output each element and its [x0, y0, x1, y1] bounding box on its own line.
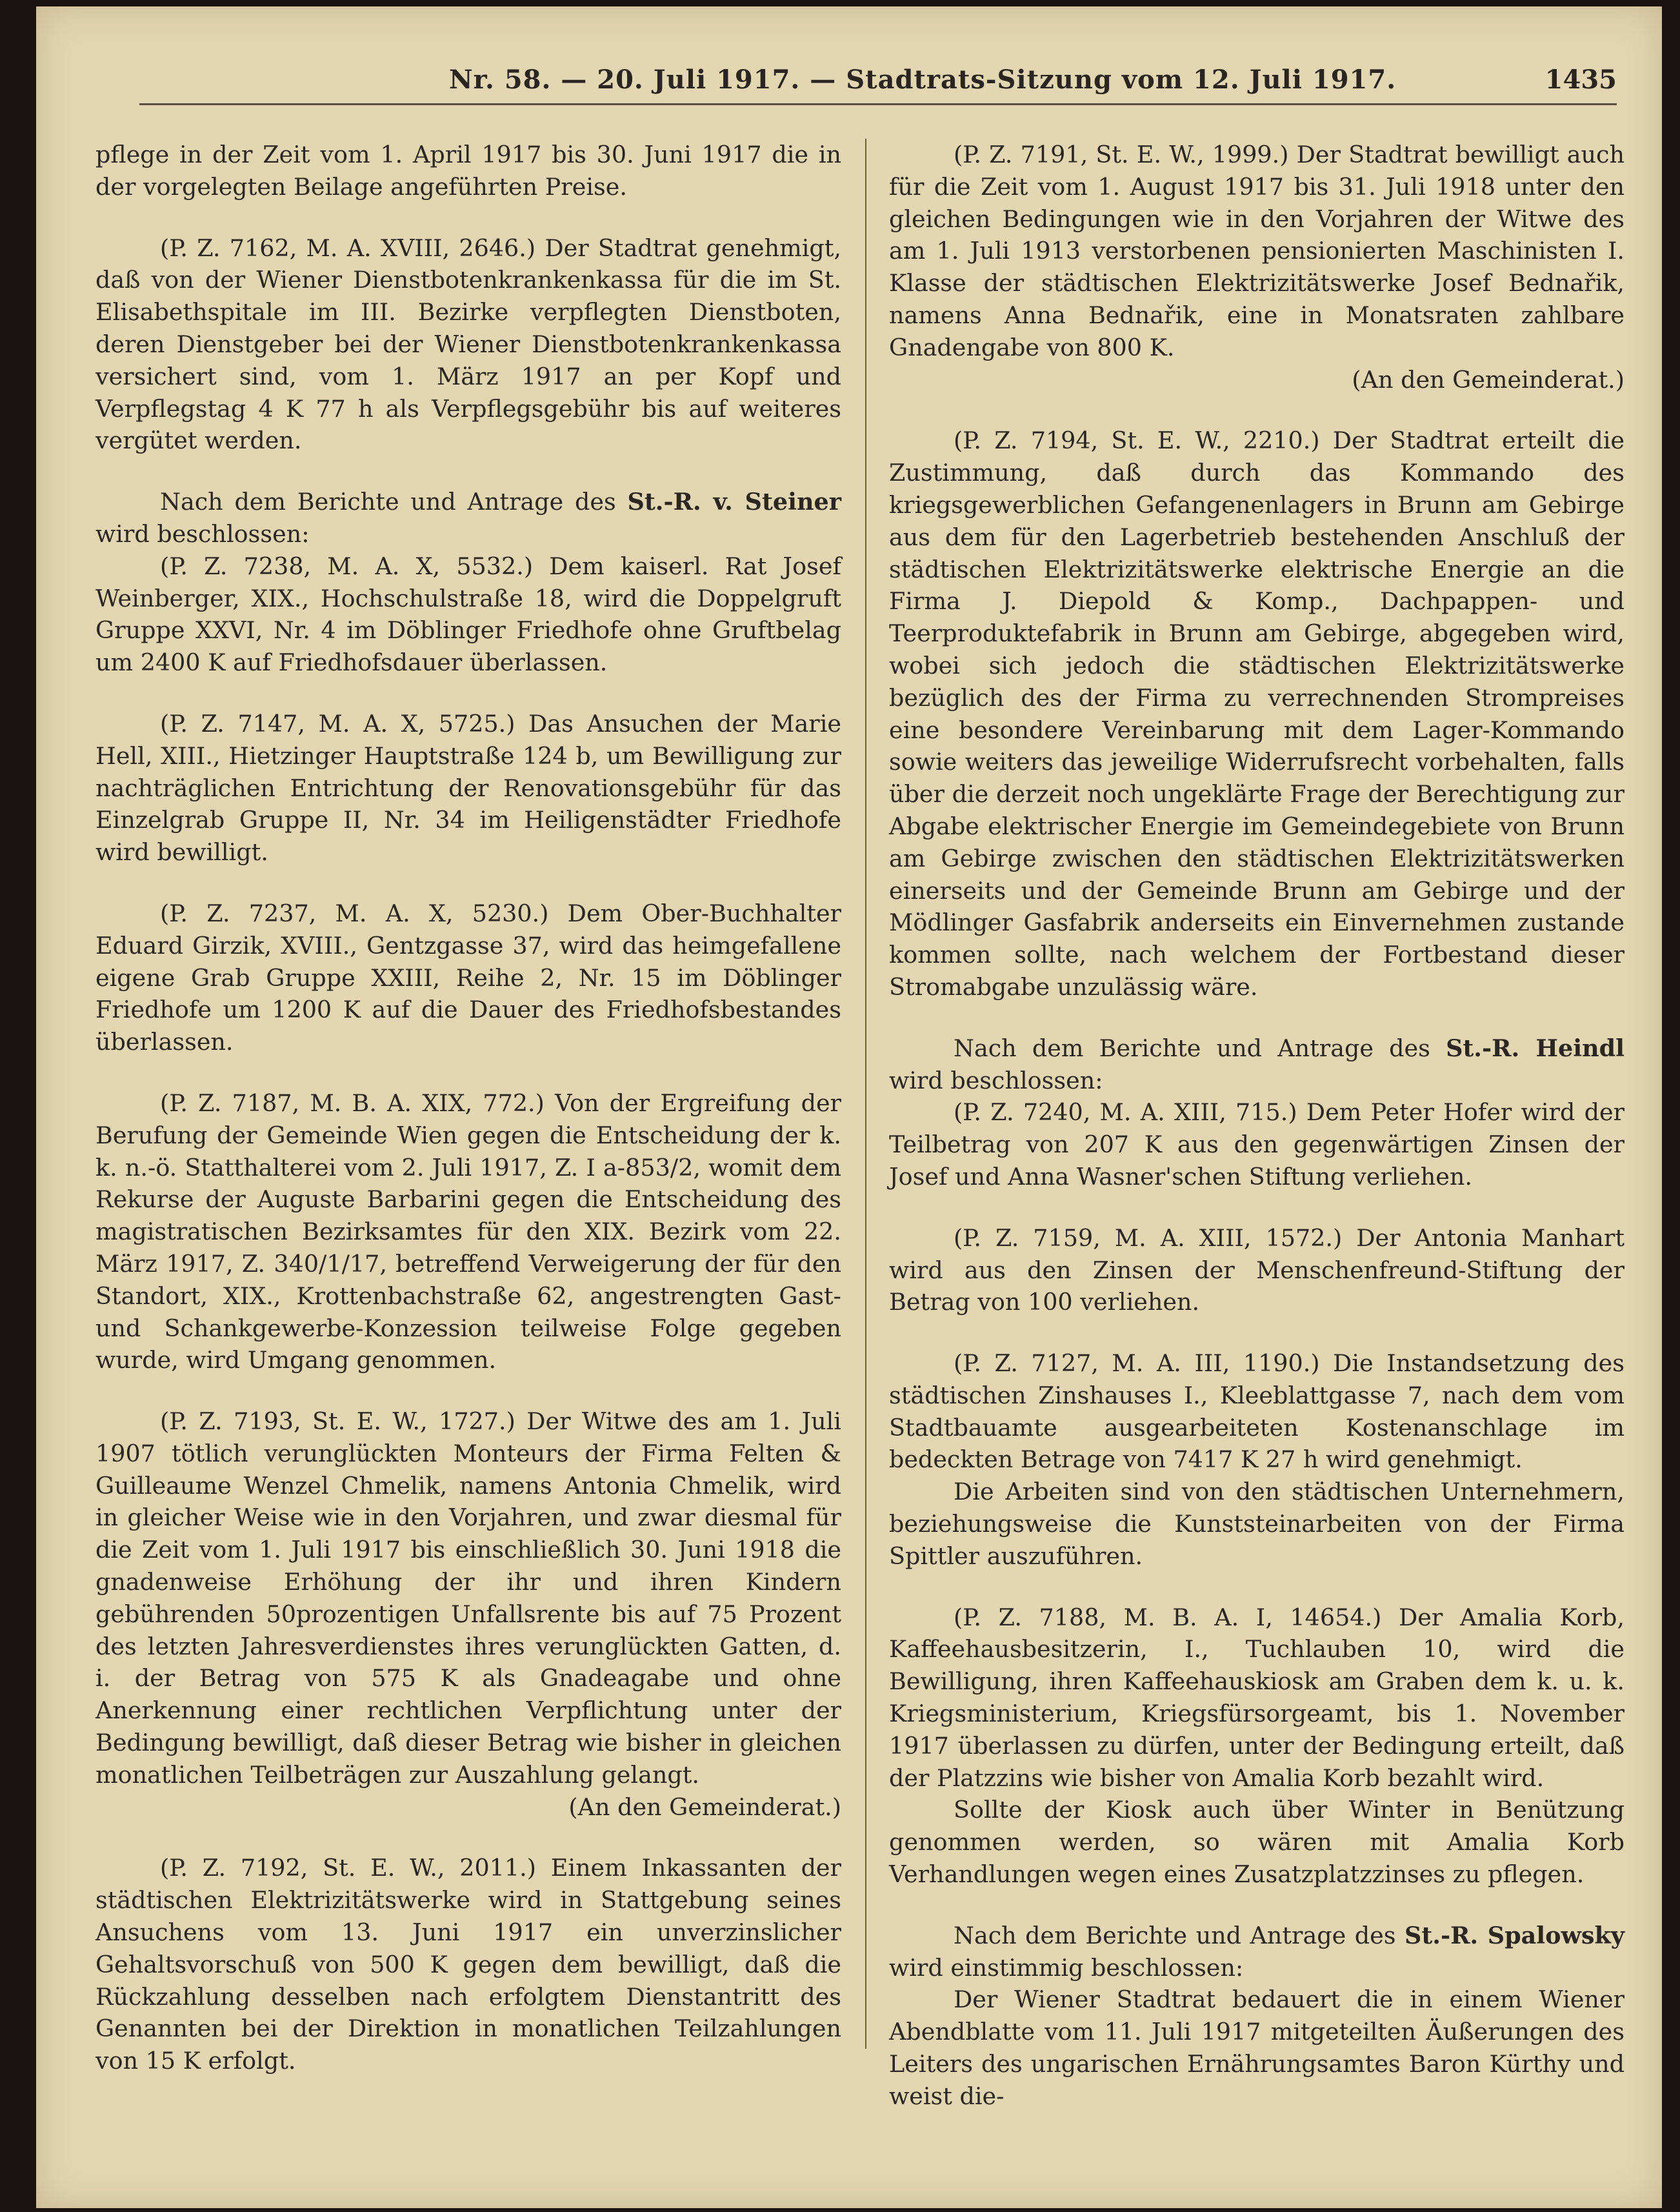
paragraph: (P. Z. 7193, St. E. W., 1727.) Der Witwe des am 1. Juli 1907 tötlich verunglückten Monteurs der Firma Felten & Guilleaume Wenzel Chmelik, namens Antonia Chmelik, wird in gleicher Weise wie in den Vorjahren, und zwar diesmal für die Zeit vom 1. Juli 1917 bis einschließlich 30. Juni 1918 die gnadenweise Erhöhung der ihr und ihren Kindern gebührenden 50prozentigen Unfallsrente bis auf 75 Prozent des letzten Jahresverdienstes ihres verunglückten Gatten, d. i. der Betrag von 575 K als Gnadeagabe und ohne Anerkennung einer rechtlichen Verpflichtung unter der Bedingung bewilligt, daß dieser Betrag wie bisher in gleichen monatlichen Teilbeträgen zur Auszahlung gelangt. — [95, 1407, 841, 1789]
referral-note: (An den Gemeinderat.) — [1352, 365, 1625, 394]
paragraph: Sollte der Kiosk auch über Winter in Benützung genommen werden, so wären mit Amalia Korb Verhandlungen wegen eines Zusatzplatzzinses zu pflegen. — [889, 1796, 1625, 1889]
paragraph: Die Arbeiten sind von den städtischen Unternehmern, beziehungsweise die Kunststeinarbeiten von der Firma Spittler auszuführen. — [889, 1478, 1625, 1570]
page-header — [114, 61, 1617, 112]
paragraph: (P. Z. 7187, M. B. A. XIX, 772.) Von der Ergreifung der Berufung der Gemeinde Wien gegen die Entscheidung der k. k. n.-ö. Statthalterei vom 2. Juli 1917, Z. I a-853/2, womit dem Rekurse der Auguste Barbarini gegen die Entscheidung des magistratischen Bezirksamtes für den XIX. Bezirk vom 22. März 1917, Z. 340/1/17, betreffend Verweigerung der für den Standort, XIX., Krottenbachstraße 62, angestrengten Gast- und Schankgewerbe-Konzession teilweise Folge gegeben wurde, wird Umgang genommen. — [95, 1089, 841, 1374]
paragraph: (P. Z. 7159, M. A. XIII, 1572.) Der Antonia Manhart wird aus den Zinsen der Menschenfreund-Stiftung der Betrag von 100 verliehen. — [889, 1223, 1625, 1316]
paragraph: (P. Z. 7237, M. A. X, 5230.) Dem Ober-Buchhalter Eduard Girzik, XVIII., Gentzgasse 37, wird das heimgefallene eigene Grab Gruppe XXIII, Reihe 2, Nr. 15 im Döblinger Friedhofe um 1200 K auf die Dauer des Friedhofsbestandes überlassen. — [95, 899, 841, 1056]
header-title: Nr. 58. — 20. Juli 1917. — Stadtrats-Sitzung vom 12. Juli 1917. — [449, 65, 1397, 95]
paragraph: pflege in der Zeit vom 1. April 1917 bis 30. Juni 1917 die in der vorgelegten Beilage angeführten Preise. — [95, 141, 841, 201]
paragraph: (P. Z. 7194, St. E. W., 2210.) Der Stadtrat erteilt die Zustimmung, daß durch das Kommando des kriegsgewerblichen Gefangenenlagers in Brunn am Gebirge aus dem für den Lagerbetrieb bestehenden Anschluß der städtischen Elektrizitätswerke elektrische Energie an die Firma J. Diepold & Komp., Dachpappen- und Teerproduktefabrik in Brunn am Gebirge, abgegeben wird, wobei sich jedoch die städtischen Elektrizitätswerke bezüglich des der Firma zu verrechnenden Strompreises eine besondere Vereinbarung mit dem Lager-Kommando sowie weiters das jeweilige Widerrufsrecht vorbehalten, falls über die derzeit noch ungeklärte Frage der Berechtigung zur Abgabe elektrischer Energie im Gemeindegebiete von Brunn am Gebirge zwischen den städtischen Elektrizitätswerken einerseits und der Gemeinde Brunn am Gebirge und der Mödlinger Gasfabrik anderseits ein Einvernehmen zustande kommen sollte, nach welchem der Fortbestand dieser Stromabgabe unzulässig wäre. — [889, 427, 1625, 1001]
paragraph: (P. Z. 7147, M. A. X, 5725.) Das Ansuchen der Marie Hell, XIII., Hietzinger Hauptstraße 124 b, um Bewilligung zur nachträglichen Entrichtung der Renovationsgebühr für das Einzelgrab Gruppe II, Nr. 34 im Heiligenstädter Friedhofe wird bewilligt. — [95, 709, 841, 867]
paragraph: (P. Z. 7240, M. A. XIII, 715.) Dem Peter Hofer wird der Teilbetrag von 207 K aus den gegenwärtigen Zinsen der Josef und Anna Wasner'schen Stiftung verliehen. — [889, 1098, 1625, 1191]
paragraph: (P. Z. 7188, M. B. A. I, 14654.) Der Amalia Korb, Kaffeehausbesitzerin, I., Tuchlauben 10, wird die Bewilligung, ihren Kaffeehauskiosk am Graben dem k. u. k. Kriegsministerium, Kriegsfürsorgeamt, bis 1. November 1917 überlassen zu dürfen, unter der Bedingung erteilt, daß der Platzzins wie bisher von Amalia Korb bezahlt wird. — [889, 1603, 1625, 1792]
paragraph: (P. Z. 7192, St. E. W., 2011.) Einem Inkassanten der städtischen Elektrizitätswerke wird in Stattgebung seines Ansuchens vom 13. Juni 1917 ein unverzinslicher Gehaltsvorschuß von 500 K gegen dem bewilligt, daß die Rückzahlung desselben nach erfolgtem Dienstantritt des Genannten bei der Direktion in monatlichen Teilzahlungen von 15 K erfolgt. — [95, 1854, 841, 2075]
right-column — [889, 139, 1625, 2113]
paragraph: (P. Z. 7238, M. A. X, 5532.) Dem kaiserl. Rat Josef Weinberger, XIX., Hochschulstraße 18, wird die Doppelgruft Gruppe XXVI, Nr. 4 im Döblinger Friedhofe ohne Gruftbelag um 2400 K auf Friedhofsdauer überlassen. — [95, 552, 841, 677]
column-divider — [865, 139, 866, 2049]
paragraph: (P. Z. 7191, St. E. W., 1999.) Der Stadtrat bewilligt auch für die Zeit vom 1. August 1917 bis 31. Juli 1918 unter den gleichen Bedingungen wie in den Vorjahren der Witwe des am 1. Juli 1913 verstorbenen pensionierten Maschinisten I. Klasse der städtischen Elektrizitätswerke Josef Bednařik, namens Anna Bednařik, eine in Monatsraten zahlbare Gnadengabe von 800 K. — [889, 141, 1625, 361]
councillor-name: St.-R. v. Steiner — [627, 488, 841, 516]
referral-note: (An den Gemeinderat.) — [568, 1793, 841, 1821]
page-number: 1435 — [1545, 65, 1617, 95]
paragraph: Der Wiener Stadtrat bedauert die in einem Wiener Abendblatte vom 11. Juli 1917 mitgeteilten Äußerungen des Leiters des ungarischen Ernährungsamtes Baron Kürthy und weist die- — [889, 1986, 1625, 2110]
left-column — [95, 139, 841, 2077]
newspaper-page — [36, 6, 1662, 2208]
paragraph: (P. Z. 7162, M. A. XVIII, 2646.) Der Stadtrat genehmigt, daß von der Wiener Dienstbotenkrankenkassa für die im St. Elisabethspitale im III. Bezirke verpflegten Dienstboten, deren Dienstgeber bei der Wiener Dienstbotenkrankenkassa versichert sind, vom 1. März 1917 an per Kopf und Verpflegstag 4 K 77 h als Verpflegsgebühr bis auf weiteres vergütet werden. — [95, 234, 841, 455]
councillor-name: St.-R. Spalowsky — [1405, 1921, 1625, 1949]
resolution-intro: Nach dem Berichte und Antrage des St.-R. v. Steiner wird beschlossen: — [95, 488, 841, 548]
councillor-name: St.-R. Heindl — [1446, 1034, 1625, 1062]
resolution-intro: Nach dem Berichte und Antrage des St.-R. Heindl wird beschlossen: — [889, 1034, 1625, 1094]
paragraph: (P. Z. 7127, M. A. III, 1190.) Die Instandsetzung des städtischen Zinshauses I., Kleeblattgasse 7, nach dem vom Stadtbauamte ausgearbeiteten Kostenanschlage im bedeckten Betrage von 7417 K 27 h wird genehmigt. — [889, 1349, 1625, 1474]
header-rule — [139, 103, 1617, 105]
resolution-intro: Nach dem Berichte und Antrage des St.-R. Spalowsky wird einstimmig beschlossen: — [889, 1921, 1625, 1982]
